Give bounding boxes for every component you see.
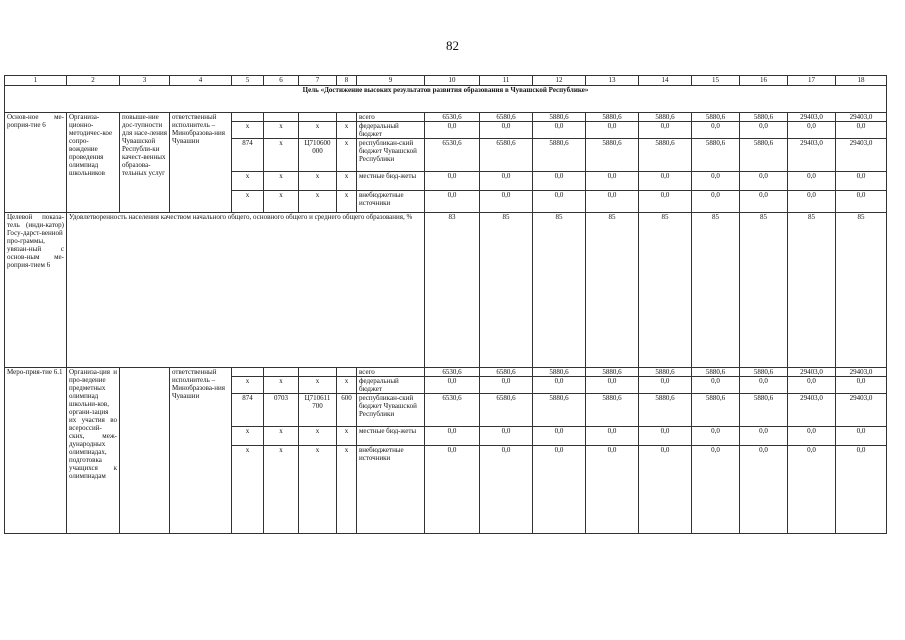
indicator-value: 85 [480, 213, 533, 368]
amount-cell: 5880,6 [586, 113, 639, 122]
code-section: x [264, 377, 299, 394]
col-number: 6 [264, 76, 299, 86]
amount-cell: 5880,6 [692, 368, 740, 377]
col-number: 16 [740, 76, 788, 86]
amount-cell: 5880,6 [586, 394, 639, 427]
code-section: x [264, 122, 299, 139]
funding-source: всего [357, 368, 425, 377]
amount-cell: 5880,6 [533, 394, 586, 427]
amount-cell: 0,0 [533, 172, 586, 191]
indicator-value: 85 [639, 213, 692, 368]
code-grbs: 874 [232, 394, 264, 427]
code-expense: x [337, 427, 357, 446]
amount-cell: 0,0 [480, 427, 533, 446]
goal-row [5, 86, 887, 113]
funding-source: местные бюд-жеты [357, 427, 425, 446]
event6-1-title: Организа-ция и про-ведение предметных олимпиад школьни-ков, органи-зация их участия во всероссий-ских, меж-дународных олимпиадах, подготовка учащихся к олимпиадам [67, 368, 120, 534]
amount-cell: 29403,0 [788, 368, 836, 377]
amount-cell: 0,0 [692, 377, 740, 394]
amount-cell: 0,0 [836, 191, 887, 213]
indicator-row [5, 213, 887, 368]
amount-cell: 6580,6 [480, 113, 533, 122]
amount-cell: 0,0 [480, 122, 533, 139]
amount-cell: 5880,6 [586, 368, 639, 377]
code-grbs: x [232, 427, 264, 446]
amount-cell: 0,0 [533, 122, 586, 139]
amount-cell: 6530,6 [425, 368, 480, 377]
code-section: 0703 [264, 394, 299, 427]
col-number: 9 [357, 76, 425, 86]
indicator-value: 85 [740, 213, 788, 368]
indicator-value: 85 [586, 213, 639, 368]
amount-cell: 0,0 [425, 446, 480, 534]
event6-1-goal [120, 368, 170, 534]
amount-cell: 0,0 [533, 191, 586, 213]
amount-cell: 0,0 [586, 377, 639, 394]
budget-table [4, 75, 887, 534]
amount-cell: 5880,6 [586, 139, 639, 172]
code-section: x [264, 191, 299, 213]
amount-cell: 0,0 [639, 191, 692, 213]
amount-cell: 0,0 [639, 446, 692, 534]
amount-cell: 0,0 [425, 122, 480, 139]
responsible-executor: ответственный исполнитель – Минобразова-ния Чувашии [170, 113, 232, 213]
amount-cell: 0,0 [480, 191, 533, 213]
funding-source: внебюджетные источники [357, 446, 425, 534]
amount-cell: 0,0 [480, 446, 533, 534]
amount-cell: 0,0 [788, 446, 836, 534]
col-number: 14 [639, 76, 692, 86]
amount-cell: 0,0 [836, 377, 887, 394]
col-number: 8 [337, 76, 357, 86]
page-number: 82 [446, 38, 459, 53]
col-number: 7 [299, 76, 337, 86]
amount-cell: 29403,0 [788, 113, 836, 122]
goal-title: Цель «Достижение высоких результатов развития образования в Чувашской Республике» [5, 86, 887, 113]
amount-cell: 0,0 [692, 191, 740, 213]
code-expense [337, 368, 357, 377]
code-section [264, 368, 299, 377]
col-number: 4 [170, 76, 232, 86]
amount-cell: 5880,6 [639, 394, 692, 427]
code-target: x [299, 191, 337, 213]
code-expense: x [337, 191, 357, 213]
indicator-text: Удовлетворенность населения качеством начального общего, основного общего и среднего общего образования, % [67, 213, 425, 368]
code-target: x [299, 377, 337, 394]
col-number: 2 [67, 76, 120, 86]
code-section: x [264, 139, 299, 172]
code-grbs: x [232, 172, 264, 191]
amount-cell: 0,0 [586, 446, 639, 534]
amount-cell: 0,0 [692, 172, 740, 191]
amount-cell: 0,0 [740, 191, 788, 213]
event6-1-label: Меро-прия-тие 6.1 [5, 368, 67, 534]
amount-cell: 0,0 [740, 427, 788, 446]
code-expense [337, 113, 357, 122]
measure6-title: Организа-ционно-методичес-кое сопро-вождение проведения олимпиад школьников [67, 113, 120, 213]
funding-source: внебюджетные источники [357, 191, 425, 213]
amount-cell: 0,0 [836, 427, 887, 446]
col-number: 3 [120, 76, 170, 86]
code-section: x [264, 427, 299, 446]
code-target: x [299, 172, 337, 191]
indicator-value: 85 [692, 213, 740, 368]
amount-cell: 5880,6 [533, 368, 586, 377]
amount-cell: 0,0 [425, 427, 480, 446]
amount-cell: 6530,6 [425, 394, 480, 427]
amount-cell: 0,0 [740, 122, 788, 139]
column-number-row [5, 76, 887, 86]
amount-cell: 0,0 [533, 427, 586, 446]
code-grbs: x [232, 191, 264, 213]
code-expense: x [337, 172, 357, 191]
amount-cell: 5880,6 [533, 113, 586, 122]
amount-cell: 5880,6 [639, 139, 692, 172]
amount-cell: 6580,6 [480, 139, 533, 172]
amount-cell: 0,0 [425, 172, 480, 191]
code-expense: x [337, 122, 357, 139]
amount-cell: 0,0 [586, 122, 639, 139]
amount-cell: 5880,6 [533, 139, 586, 172]
amount-cell: 0,0 [836, 446, 887, 534]
amount-cell: 5880,6 [692, 113, 740, 122]
responsible-executor: ответственный исполнитель – Минобразова-ния Чувашии [170, 368, 232, 534]
amount-cell: 29403,0 [836, 394, 887, 427]
amount-cell: 29403,0 [836, 113, 887, 122]
amount-cell: 29403,0 [836, 139, 887, 172]
funding-source: республикан-ский бюджет Чувашской Республики [357, 394, 425, 427]
amount-cell: 0,0 [533, 377, 586, 394]
amount-cell: 0,0 [788, 191, 836, 213]
amount-cell: 0,0 [586, 172, 639, 191]
amount-cell: 5880,6 [692, 394, 740, 427]
amount-cell: 0,0 [740, 377, 788, 394]
col-number: 18 [836, 76, 887, 86]
amount-cell: 6580,6 [480, 368, 533, 377]
amount-cell: 5880,6 [740, 139, 788, 172]
code-grbs [232, 368, 264, 377]
code-section [264, 113, 299, 122]
indicator-value: 85 [836, 213, 887, 368]
code-section: x [264, 172, 299, 191]
code-target: Ц710611 700 [299, 394, 337, 427]
col-number: 17 [788, 76, 836, 86]
amount-cell: 0,0 [788, 172, 836, 191]
budget-row [5, 113, 887, 122]
col-number: 12 [533, 76, 586, 86]
amount-cell: 0,0 [692, 427, 740, 446]
code-grbs [232, 113, 264, 122]
measure6-goal: повыше-ние дос-тупности для насе-ления Чувашской Республи-ки качест-венных образова-тельных услуг [120, 113, 170, 213]
funding-source: федеральный бюджет [357, 122, 425, 139]
code-grbs: x [232, 122, 264, 139]
code-expense: x [337, 377, 357, 394]
budget-row [5, 368, 887, 377]
indicator-value: 85 [533, 213, 586, 368]
funding-source: местные бюд-жеты [357, 172, 425, 191]
amount-cell: 5880,6 [740, 113, 788, 122]
amount-cell: 0,0 [740, 446, 788, 534]
amount-cell: 0,0 [788, 377, 836, 394]
amount-cell: 0,0 [586, 191, 639, 213]
amount-cell: 0,0 [639, 172, 692, 191]
funding-source: всего [357, 113, 425, 122]
amount-cell: 6580,6 [480, 394, 533, 427]
amount-cell: 0,0 [533, 446, 586, 534]
code-expense: 600 [337, 394, 357, 427]
amount-cell: 0,0 [425, 377, 480, 394]
indicator-label: Целевой показа-тель (инди-катор) Госу-дарст-венной про-граммы, увязан-ный с основ-ным ме-роприя-тием 6 [5, 213, 67, 368]
amount-cell: 29403,0 [788, 139, 836, 172]
funding-source: республикан-ский бюджет Чувашской Республики [357, 139, 425, 172]
code-target [299, 113, 337, 122]
amount-cell: 29403,0 [836, 368, 887, 377]
col-number: 5 [232, 76, 264, 86]
amount-cell: 5880,6 [639, 113, 692, 122]
amount-cell: 0,0 [639, 427, 692, 446]
measure6-label: Основ-ное ме-роприя-тие 6 [5, 113, 67, 213]
col-number: 11 [480, 76, 533, 86]
amount-cell: 0,0 [480, 172, 533, 191]
amount-cell: 0,0 [425, 191, 480, 213]
col-number: 13 [586, 76, 639, 86]
amount-cell: 0,0 [639, 377, 692, 394]
code-grbs: 874 [232, 139, 264, 172]
code-expense: x [337, 446, 357, 534]
code-target: x [299, 427, 337, 446]
amount-cell: 0,0 [639, 122, 692, 139]
amount-cell: 0,0 [692, 446, 740, 534]
amount-cell: 5880,6 [639, 368, 692, 377]
amount-cell: 6530,6 [425, 139, 480, 172]
amount-cell: 0,0 [740, 172, 788, 191]
amount-cell: 29403,0 [788, 394, 836, 427]
funding-source: федеральный бюджет [357, 377, 425, 394]
amount-cell: 0,0 [788, 427, 836, 446]
amount-cell: 0,0 [692, 122, 740, 139]
amount-cell: 5880,6 [740, 368, 788, 377]
amount-cell: 5880,6 [740, 394, 788, 427]
amount-cell: 0,0 [586, 427, 639, 446]
amount-cell: 0,0 [788, 122, 836, 139]
code-grbs: x [232, 377, 264, 394]
amount-cell: 0,0 [480, 377, 533, 394]
amount-cell: 6530,6 [425, 113, 480, 122]
code-section: x [264, 446, 299, 534]
indicator-value: 85 [788, 213, 836, 368]
amount-cell: 0,0 [836, 172, 887, 191]
code-expense: x [337, 139, 357, 172]
col-number: 10 [425, 76, 480, 86]
code-target: Ц710600 000 [299, 139, 337, 172]
col-number: 1 [5, 76, 67, 86]
code-grbs: x [232, 446, 264, 534]
code-target: x [299, 122, 337, 139]
code-target: x [299, 446, 337, 534]
indicator-value: 83 [425, 213, 480, 368]
amount-cell: 5880,6 [692, 139, 740, 172]
code-target [299, 368, 337, 377]
col-number: 15 [692, 76, 740, 86]
amount-cell: 0,0 [836, 122, 887, 139]
